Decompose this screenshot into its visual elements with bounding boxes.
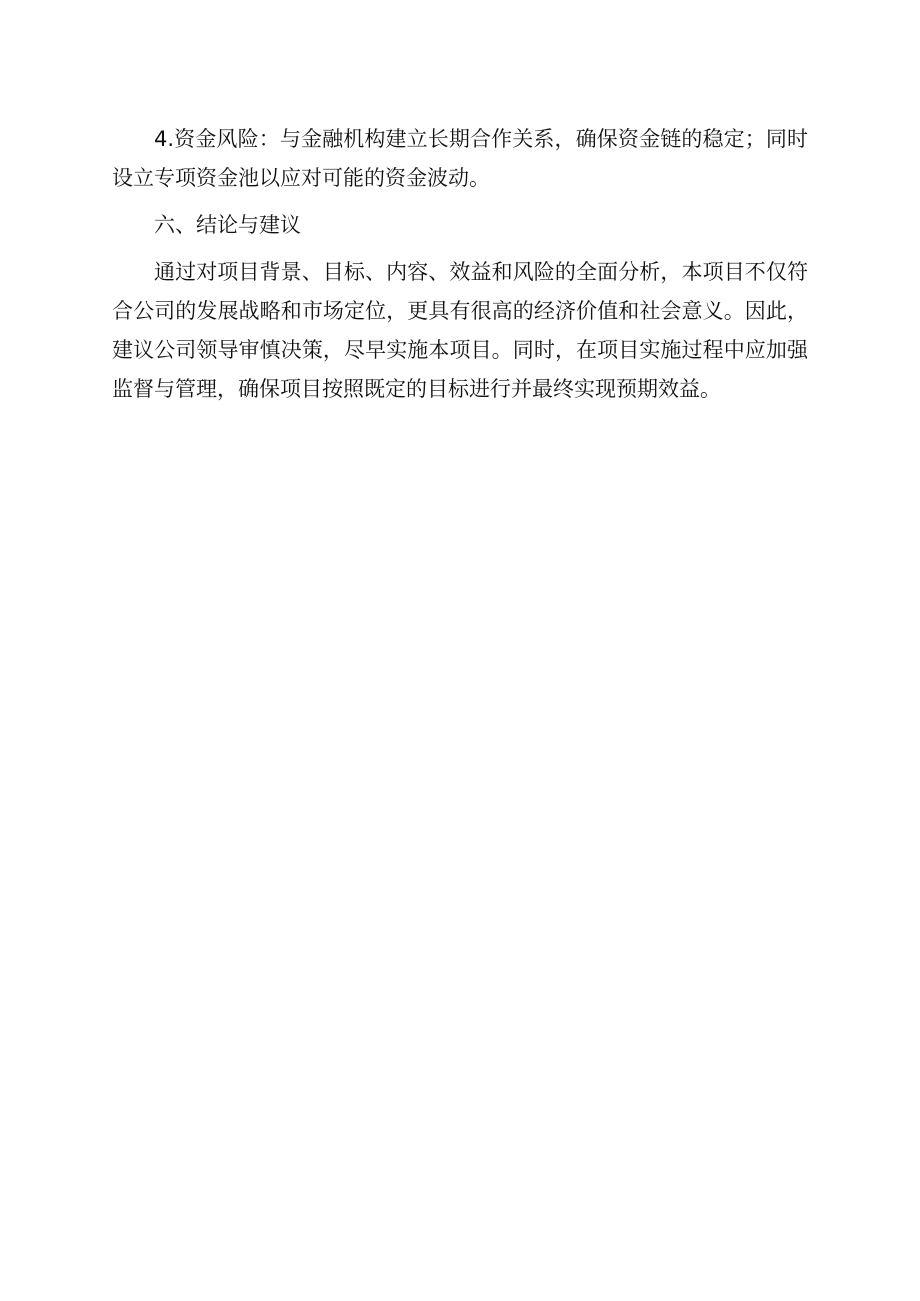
document-body	[112, 120, 808, 417]
section-heading-conclusion: 六、结论与建议	[154, 213, 301, 237]
paragraph-funding-risk: 4.资金风险：与金融机构建立长期合作关系，确保资金链的稳定；同时设立专项资金池以应对可能的资金波动。	[112, 127, 808, 190]
paragraph-conclusion: 通过对项目背景、目标、内容、效益和风险的全面分析，本项目不仅符合公司的发展战略和市场定位，更具有很高的经济价值和社会意义。因此，建议公司领导审慎决策，尽早实施本项目。同时，在项目实施过程中应加强监督与管理，确保项目按照既定的目标进行并最终实现预期效益。	[112, 260, 808, 401]
